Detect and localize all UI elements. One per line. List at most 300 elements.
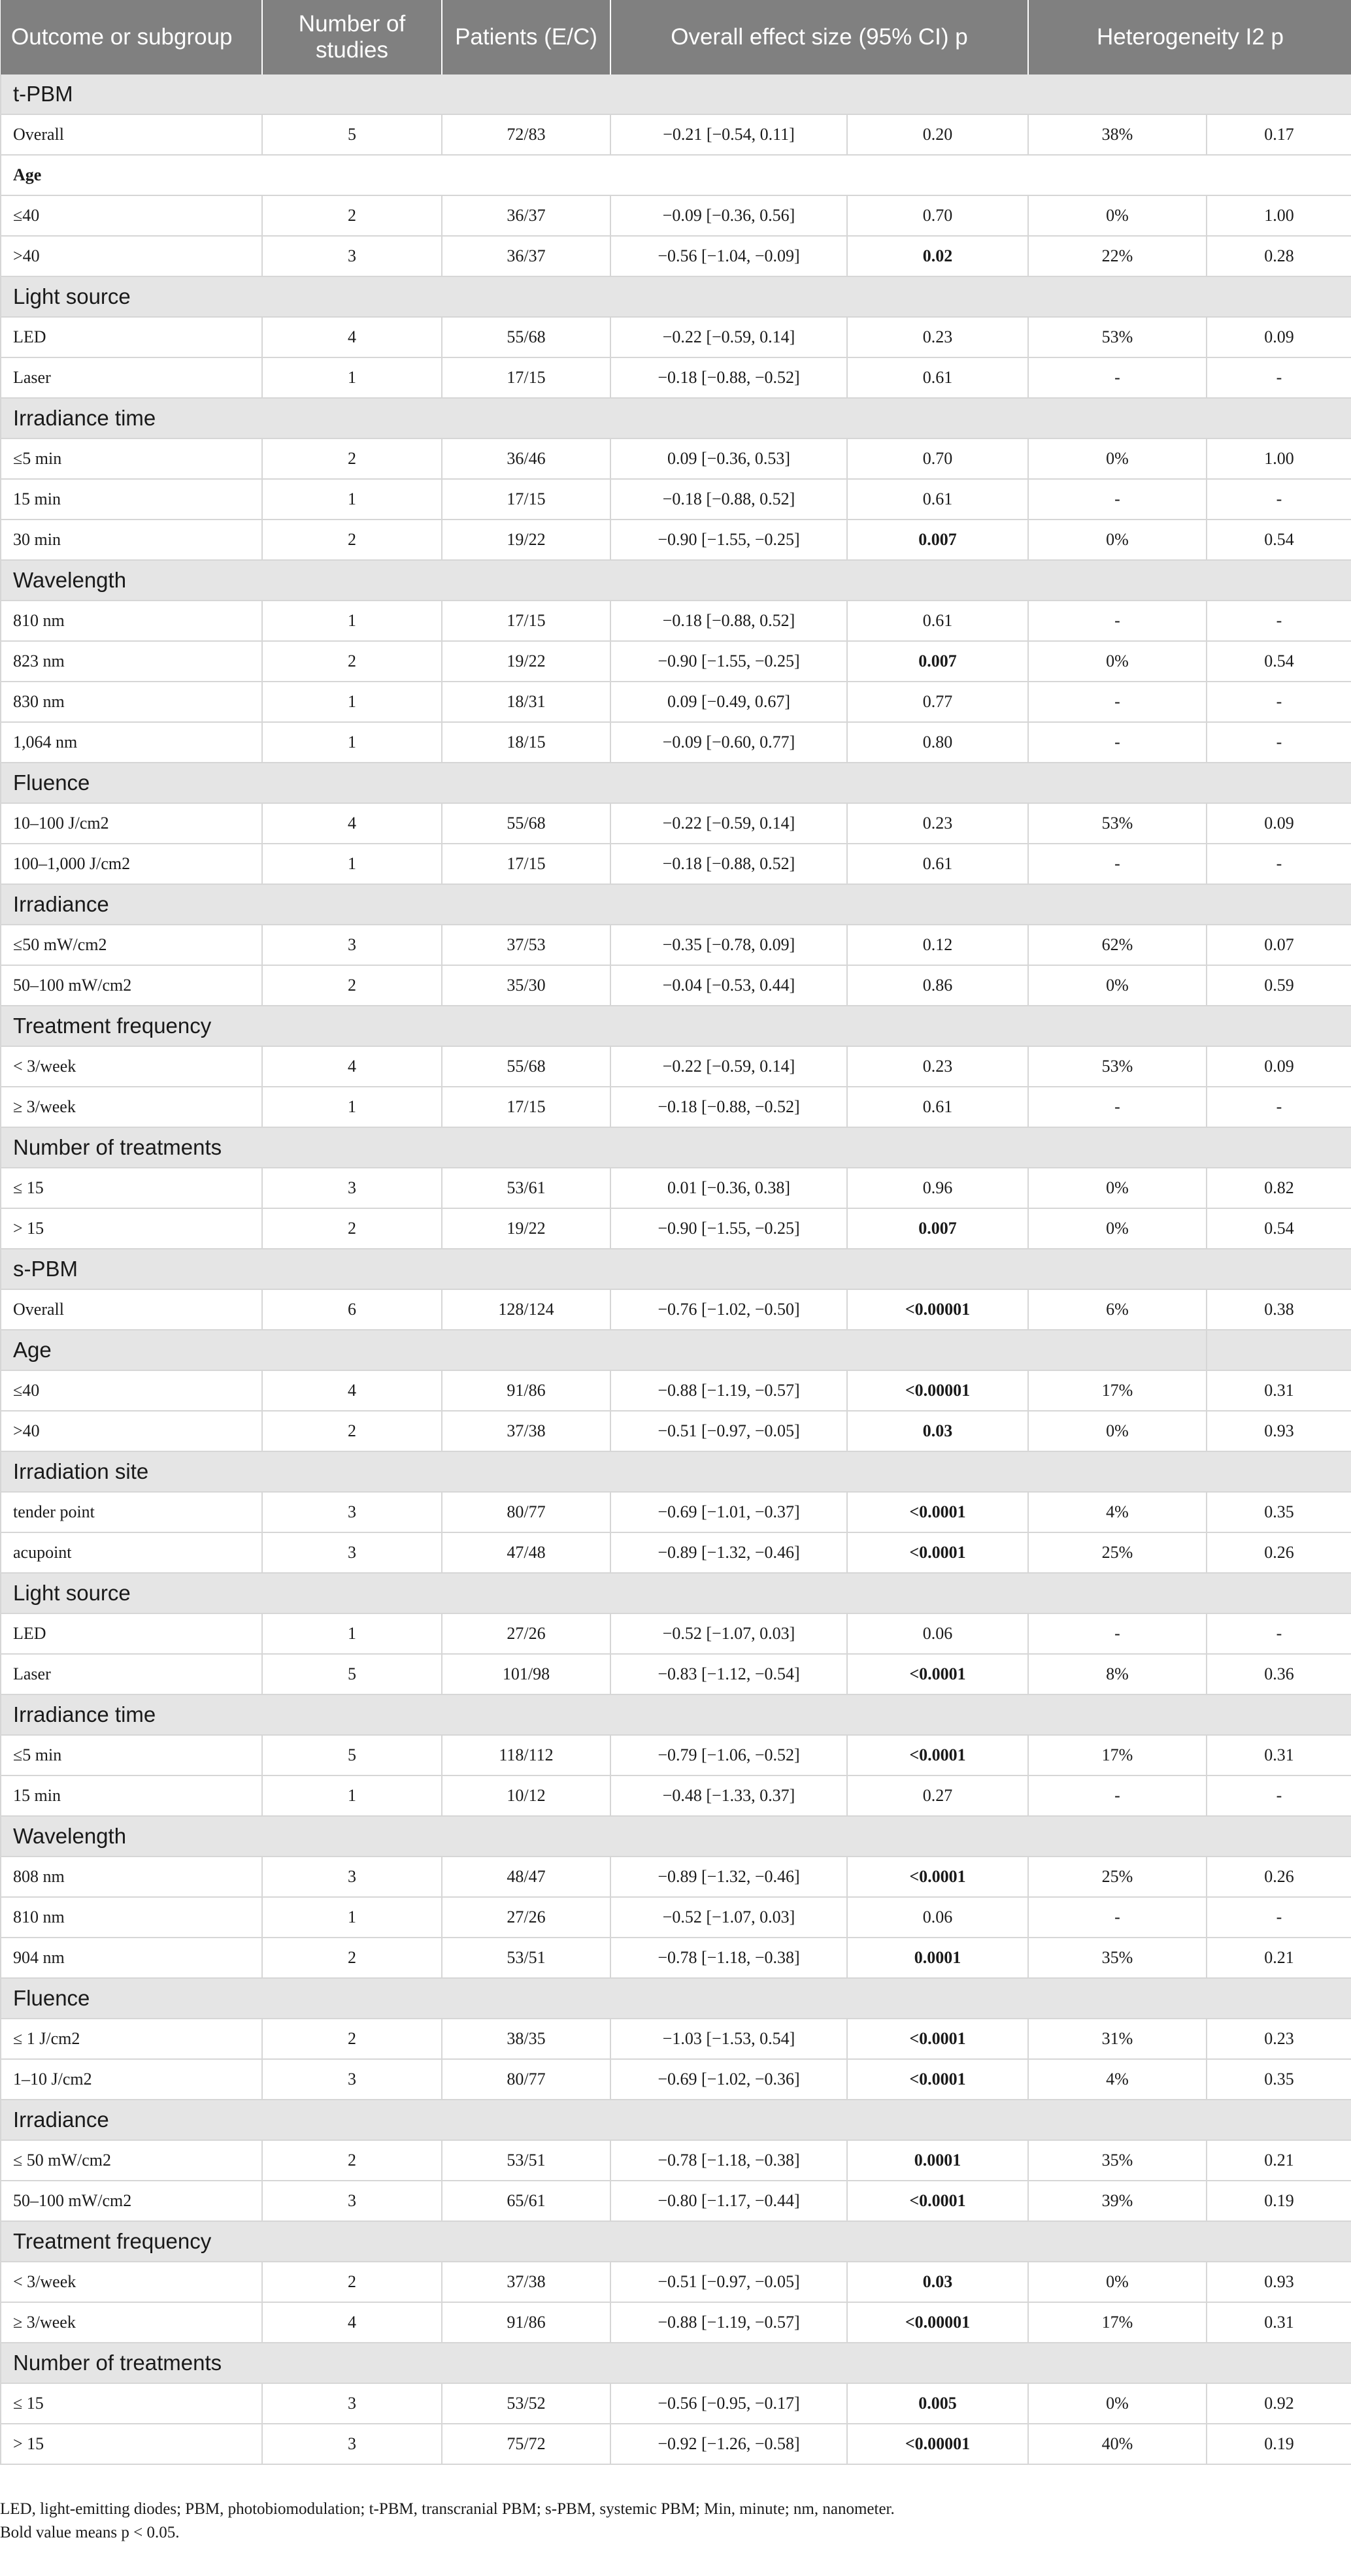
table-row xyxy=(1,2059,1351,2100)
cell-effect-size: −0.18 [−0.88, −0.52] xyxy=(610,357,847,398)
cell-studies: 2 xyxy=(262,641,442,682)
row-label: ≤ 50 mW/cm2 xyxy=(1,2140,262,2181)
table-row xyxy=(1,1492,1351,1532)
cell-p-value: <0.0001 xyxy=(847,1735,1028,1775)
cell-studies: 1 xyxy=(262,479,442,520)
cell-p-value: <0.0001 xyxy=(847,1492,1028,1532)
header-patients: Patients (E/C) xyxy=(442,0,610,74)
cell-studies: 4 xyxy=(262,803,442,844)
cell-i2: 0% xyxy=(1028,2262,1207,2302)
cell-i2: - xyxy=(1028,601,1207,641)
cell-patients: 17/15 xyxy=(442,1087,610,1127)
row-label: Overall xyxy=(1,1289,262,1330)
subgroup-header-row xyxy=(1,155,1351,195)
cell-studies: 3 xyxy=(262,2383,442,2424)
cell-patients: 36/46 xyxy=(442,438,610,479)
cell-heterogeneity-p: 0.92 xyxy=(1207,2383,1351,2424)
cell-effect-size: −0.18 [−0.88, 0.52] xyxy=(610,479,847,520)
cell-heterogeneity-p: 0.09 xyxy=(1207,1046,1351,1087)
row-label: Laser xyxy=(1,1654,262,1694)
table-row xyxy=(1,2424,1351,2464)
cell-i2: 0% xyxy=(1028,1208,1207,1249)
table-row xyxy=(1,682,1351,722)
cell-effect-size: −0.69 [−1.01, −0.37] xyxy=(610,1492,847,1532)
cell-patients: 19/22 xyxy=(442,520,610,560)
table-row xyxy=(1,1654,1351,1694)
row-label: ≤ 1 J/cm2 xyxy=(1,2019,262,2059)
cell-effect-size: −0.90 [−1.55, −0.25] xyxy=(610,1208,847,1249)
cell-effect-size: −0.51 [−0.97, −0.05] xyxy=(610,1411,847,1451)
cell-effect-size: −0.88 [−1.19, −0.57] xyxy=(610,2302,847,2343)
cell-heterogeneity-p: 0.31 xyxy=(1207,1370,1351,1411)
table-row xyxy=(1,722,1351,763)
cell-effect-size: −0.83 [−1.12, −0.54] xyxy=(610,1654,847,1694)
cell-studies: 2 xyxy=(262,520,442,560)
cell-i2: 8% xyxy=(1028,1654,1207,1694)
cell-p-value: 0.005 xyxy=(847,2383,1028,2424)
cell-effect-size: −0.04 [−0.53, 0.44] xyxy=(610,965,847,1006)
table-body xyxy=(1,74,1351,2464)
cell-patients: 65/61 xyxy=(442,2181,610,2221)
footnote-bold-meaning: Bold value means p < 0.05. xyxy=(0,2524,180,2541)
section-label: Light source xyxy=(1,1573,1351,1613)
cell-patients: 18/31 xyxy=(442,682,610,722)
cell-patients: 53/52 xyxy=(442,2383,610,2424)
section-header-row xyxy=(1,276,1351,317)
cell-p-value: 0.23 xyxy=(847,1046,1028,1087)
cell-effect-size: −0.48 [−1.33, 0.37] xyxy=(610,1775,847,1816)
table-row xyxy=(1,438,1351,479)
cell-i2: 40% xyxy=(1028,2424,1207,2464)
table-row xyxy=(1,1532,1351,1573)
table-row xyxy=(1,2383,1351,2424)
cell-heterogeneity-p: 0.17 xyxy=(1207,114,1351,155)
cell-patients: 37/53 xyxy=(442,925,610,965)
cell-studies: 4 xyxy=(262,2302,442,2343)
table-row xyxy=(1,1613,1351,1654)
cell-i2: 62% xyxy=(1028,925,1207,965)
cell-p-value: 0.007 xyxy=(847,641,1028,682)
cell-i2: 0% xyxy=(1028,520,1207,560)
cell-p-value: 0.03 xyxy=(847,2262,1028,2302)
table-row xyxy=(1,1938,1351,1978)
row-label: ≤ 15 xyxy=(1,1168,262,1208)
cell-i2: 6% xyxy=(1028,1289,1207,1330)
row-label: ≤ 15 xyxy=(1,2383,262,2424)
cell-patients: 55/68 xyxy=(442,317,610,357)
section-label: Wavelength xyxy=(1,1816,1351,1857)
cell-heterogeneity-p: 0.21 xyxy=(1207,2140,1351,2181)
cell-p-value: 0.0001 xyxy=(847,2140,1028,2181)
section-header-row xyxy=(1,1451,1351,1492)
section-label: Number of treatments xyxy=(1,1127,1351,1168)
cell-i2: 4% xyxy=(1028,1492,1207,1532)
row-label: 904 nm xyxy=(1,1938,262,1978)
cell-patients: 80/77 xyxy=(442,2059,610,2100)
cell-effect-size: −0.89 [−1.32, −0.46] xyxy=(610,1532,847,1573)
cell-heterogeneity-p: 0.54 xyxy=(1207,641,1351,682)
cell-studies: 2 xyxy=(262,1208,442,1249)
cell-p-value: 0.61 xyxy=(847,479,1028,520)
table-footnotes xyxy=(0,2498,1351,2545)
cell-p-value: <0.0001 xyxy=(847,2019,1028,2059)
cell-effect-size: −0.22 [−0.59, 0.14] xyxy=(610,803,847,844)
cell-studies: 5 xyxy=(262,1654,442,1694)
cell-i2: 0% xyxy=(1028,641,1207,682)
cell-studies: 5 xyxy=(262,1735,442,1775)
cell-p-value: 0.007 xyxy=(847,520,1028,560)
table-row xyxy=(1,2019,1351,2059)
cell-i2: 0% xyxy=(1028,195,1207,236)
row-label: 30 min xyxy=(1,520,262,560)
cell-effect-size: −0.90 [−1.55, −0.25] xyxy=(610,641,847,682)
header-effect-size xyxy=(610,0,1028,74)
table-row xyxy=(1,520,1351,560)
cell-heterogeneity-p: 1.00 xyxy=(1207,195,1351,236)
table-row xyxy=(1,1168,1351,1208)
cell-p-value: <0.0001 xyxy=(847,1532,1028,1573)
cell-p-value: 0.23 xyxy=(847,317,1028,357)
cell-heterogeneity-p: 0.54 xyxy=(1207,1208,1351,1249)
cell-studies: 1 xyxy=(262,1897,442,1938)
section-label: Fluence xyxy=(1,763,1351,803)
section-label: Number of treatments xyxy=(1,2343,1351,2383)
cell-i2: 53% xyxy=(1028,1046,1207,1087)
table-row xyxy=(1,1087,1351,1127)
cell-heterogeneity-p: 0.35 xyxy=(1207,2059,1351,2100)
cell-patients: 27/26 xyxy=(442,1613,610,1654)
cell-i2: 39% xyxy=(1028,2181,1207,2221)
cell-i2: 4% xyxy=(1028,2059,1207,2100)
cell-i2: 17% xyxy=(1028,2302,1207,2343)
table-row xyxy=(1,1370,1351,1411)
cell-p-value: 0.12 xyxy=(847,925,1028,965)
cell-effect-size: −0.56 [−1.04, −0.09] xyxy=(610,236,847,276)
cell-heterogeneity-p: 0.21 xyxy=(1207,1938,1351,1978)
cell-studies: 2 xyxy=(262,1411,442,1451)
cell-patients: 53/51 xyxy=(442,1938,610,1978)
cell-heterogeneity-p: 0.36 xyxy=(1207,1654,1351,1694)
cell-i2: 0% xyxy=(1028,965,1207,1006)
row-label: acupoint xyxy=(1,1532,262,1573)
table-row xyxy=(1,2302,1351,2343)
cell-patients: 18/15 xyxy=(442,722,610,763)
row-label: 15 min xyxy=(1,479,262,520)
cell-heterogeneity-p: - xyxy=(1207,1087,1351,1127)
section-label: Irradiance time xyxy=(1,1694,1351,1735)
cell-patients: 75/72 xyxy=(442,2424,610,2464)
table-header-row xyxy=(1,0,1351,74)
cell-heterogeneity-p: 1.00 xyxy=(1207,438,1351,479)
section-header-row xyxy=(1,1978,1351,2019)
cell-p-value: 0.007 xyxy=(847,1208,1028,1249)
section-filler xyxy=(1207,1330,1351,1370)
cell-i2: 17% xyxy=(1028,1370,1207,1411)
section-header-row xyxy=(1,763,1351,803)
header-studies: Number of studies xyxy=(262,0,442,74)
cell-heterogeneity-p: 0.26 xyxy=(1207,1532,1351,1573)
cell-heterogeneity-p: - xyxy=(1207,357,1351,398)
section-header-row xyxy=(1,1694,1351,1735)
cell-p-value: 0.0001 xyxy=(847,1938,1028,1978)
cell-i2: 31% xyxy=(1028,2019,1207,2059)
cell-studies: 2 xyxy=(262,2019,442,2059)
row-label: ≤5 min xyxy=(1,1735,262,1775)
cell-i2: 0% xyxy=(1028,1411,1207,1451)
section-label: Treatment frequency xyxy=(1,1006,1351,1046)
cell-studies: 1 xyxy=(262,722,442,763)
cell-patients: 53/51 xyxy=(442,2140,610,2181)
cell-i2: 35% xyxy=(1028,2140,1207,2181)
section-label: Light source xyxy=(1,276,1351,317)
cell-effect-size: −0.80 [−1.17, −0.44] xyxy=(610,2181,847,2221)
table-row xyxy=(1,1857,1351,1897)
cell-i2: 17% xyxy=(1028,1735,1207,1775)
cell-studies: 4 xyxy=(262,1046,442,1087)
cell-studies: 1 xyxy=(262,844,442,884)
cell-p-value: 0.70 xyxy=(847,195,1028,236)
table-row xyxy=(1,479,1351,520)
cell-patients: 47/48 xyxy=(442,1532,610,1573)
cell-heterogeneity-p: 0.26 xyxy=(1207,1857,1351,1897)
cell-studies: 3 xyxy=(262,925,442,965)
cell-i2: - xyxy=(1028,357,1207,398)
row-label: ≤40 xyxy=(1,195,262,236)
row-label: >40 xyxy=(1,1411,262,1451)
cell-p-value: 0.61 xyxy=(847,844,1028,884)
cell-i2: 53% xyxy=(1028,803,1207,844)
row-label: >40 xyxy=(1,236,262,276)
cell-i2: - xyxy=(1028,722,1207,763)
row-label: ≥ 3/week xyxy=(1,2302,262,2343)
table-row xyxy=(1,317,1351,357)
cell-p-value: 0.61 xyxy=(847,1087,1028,1127)
cell-i2: - xyxy=(1028,1613,1207,1654)
section-label: Fluence xyxy=(1,1978,1351,2019)
cell-patients: 10/12 xyxy=(442,1775,610,1816)
section-header-row xyxy=(1,1249,1351,1289)
cell-patients: 17/15 xyxy=(442,601,610,641)
cell-heterogeneity-p: - xyxy=(1207,722,1351,763)
section-label: Irradiation site xyxy=(1,1451,1351,1492)
section-header-row xyxy=(1,1127,1351,1168)
cell-p-value: <0.00001 xyxy=(847,1370,1028,1411)
cell-patients: 27/26 xyxy=(442,1897,610,1938)
cell-p-value: 0.20 xyxy=(847,114,1028,155)
section-label: t-PBM xyxy=(1,74,1351,114)
cell-heterogeneity-p: - xyxy=(1207,479,1351,520)
row-label: 15 min xyxy=(1,1775,262,1816)
cell-patients: 35/30 xyxy=(442,965,610,1006)
row-label: LED xyxy=(1,1613,262,1654)
cell-heterogeneity-p: 0.09 xyxy=(1207,803,1351,844)
row-label: 810 nm xyxy=(1,601,262,641)
row-label: Laser xyxy=(1,357,262,398)
cell-heterogeneity-p: 0.59 xyxy=(1207,965,1351,1006)
cell-patients: 38/35 xyxy=(442,2019,610,2059)
cell-effect-size: 0.09 [−0.36, 0.53] xyxy=(610,438,847,479)
row-label: 10–100 J/cm2 xyxy=(1,803,262,844)
cell-i2: - xyxy=(1028,1087,1207,1127)
cell-effect-size: −1.03 [−1.53, 0.54] xyxy=(610,2019,847,2059)
cell-heterogeneity-p: 0.82 xyxy=(1207,1168,1351,1208)
section-label: Irradiance xyxy=(1,2100,1351,2140)
cell-i2: 25% xyxy=(1028,1532,1207,1573)
row-label: < 3/week xyxy=(1,1046,262,1087)
cell-patients: 80/77 xyxy=(442,1492,610,1532)
section-header-row xyxy=(1,1006,1351,1046)
cell-p-value: <0.0001 xyxy=(847,2059,1028,2100)
cell-p-value: 0.96 xyxy=(847,1168,1028,1208)
section-header-row xyxy=(1,1573,1351,1613)
row-label: 810 nm xyxy=(1,1897,262,1938)
cell-effect-size: −0.88 [−1.19, −0.57] xyxy=(610,1370,847,1411)
row-label: > 15 xyxy=(1,1208,262,1249)
cell-p-value: 0.80 xyxy=(847,722,1028,763)
cell-effect-size: −0.22 [−0.59, 0.14] xyxy=(610,1046,847,1087)
cell-effect-size: 0.01 [−0.36, 0.38] xyxy=(610,1168,847,1208)
cell-studies: 3 xyxy=(262,1492,442,1532)
cell-patients: 37/38 xyxy=(442,1411,610,1451)
cell-p-value: 0.27 xyxy=(847,1775,1028,1816)
section-label: s-PBM xyxy=(1,1249,1351,1289)
table-row xyxy=(1,1289,1351,1330)
cell-p-value: 0.61 xyxy=(847,601,1028,641)
table-row xyxy=(1,114,1351,155)
section-label: Treatment frequency xyxy=(1,2221,1351,2262)
row-label: 50–100 mW/cm2 xyxy=(1,2181,262,2221)
cell-studies: 3 xyxy=(262,2181,442,2221)
cell-p-value: 0.86 xyxy=(847,965,1028,1006)
row-label: tender point xyxy=(1,1492,262,1532)
cell-i2: 0% xyxy=(1028,438,1207,479)
cell-patients: 36/37 xyxy=(442,236,610,276)
cell-patients: 128/124 xyxy=(442,1289,610,1330)
cell-studies: 2 xyxy=(262,2262,442,2302)
cell-i2: 53% xyxy=(1028,317,1207,357)
table-row xyxy=(1,803,1351,844)
cell-p-value: 0.06 xyxy=(847,1613,1028,1654)
section-header-row xyxy=(1,884,1351,925)
table-row xyxy=(1,965,1351,1006)
table-row xyxy=(1,641,1351,682)
section-header-row xyxy=(1,1330,1351,1370)
table-row xyxy=(1,925,1351,965)
cell-studies: 4 xyxy=(262,1370,442,1411)
cell-effect-size: −0.22 [−0.59, 0.14] xyxy=(610,317,847,357)
cell-p-value: 0.70 xyxy=(847,438,1028,479)
section-header-row xyxy=(1,2343,1351,2383)
row-label: LED xyxy=(1,317,262,357)
cell-studies: 1 xyxy=(262,1087,442,1127)
section-header-row xyxy=(1,2100,1351,2140)
row-label: 50–100 mW/cm2 xyxy=(1,965,262,1006)
cell-effect-size: −0.21 [−0.54, 0.11] xyxy=(610,114,847,155)
cell-p-value: 0.03 xyxy=(847,1411,1028,1451)
cell-patients: 19/22 xyxy=(442,641,610,682)
cell-heterogeneity-p: 0.28 xyxy=(1207,236,1351,276)
section-label: Wavelength xyxy=(1,560,1351,601)
cell-p-value: <0.00001 xyxy=(847,2424,1028,2464)
cell-heterogeneity-p: 0.09 xyxy=(1207,317,1351,357)
cell-studies: 6 xyxy=(262,1289,442,1330)
row-label: < 3/week xyxy=(1,2262,262,2302)
cell-studies: 2 xyxy=(262,965,442,1006)
header-heterogeneity xyxy=(1028,0,1351,74)
header-heterogeneity-label: Heterogeneity I2 p xyxy=(1097,24,1284,50)
cell-effect-size: −0.09 [−0.36, 0.56] xyxy=(610,195,847,236)
cell-patients: 118/112 xyxy=(442,1735,610,1775)
cell-studies: 1 xyxy=(262,357,442,398)
cell-heterogeneity-p: 0.31 xyxy=(1207,1735,1351,1775)
table-row xyxy=(1,1735,1351,1775)
cell-studies: 3 xyxy=(262,236,442,276)
cell-i2: 0% xyxy=(1028,2383,1207,2424)
cell-heterogeneity-p: - xyxy=(1207,682,1351,722)
cell-effect-size: 0.09 [−0.49, 0.67] xyxy=(610,682,847,722)
cell-p-value: <0.00001 xyxy=(847,2302,1028,2343)
cell-effect-size: −0.56 [−0.95, −0.17] xyxy=(610,2383,847,2424)
header-effect-size-label: Overall effect size (95% CI) p xyxy=(671,24,968,50)
cell-i2: 38% xyxy=(1028,114,1207,155)
section-label: Age xyxy=(1,1330,1207,1370)
cell-effect-size: −0.78 [−1.18, −0.38] xyxy=(610,1938,847,1978)
cell-effect-size: −0.18 [−0.88, −0.52] xyxy=(610,1087,847,1127)
cell-p-value: 0.02 xyxy=(847,236,1028,276)
section-header-row xyxy=(1,560,1351,601)
row-label: ≤50 mW/cm2 xyxy=(1,925,262,965)
section-label: Irradiance xyxy=(1,884,1351,925)
row-label: 100–1,000 J/cm2 xyxy=(1,844,262,884)
cell-patients: 55/68 xyxy=(442,803,610,844)
cell-patients: 53/61 xyxy=(442,1168,610,1208)
table-row xyxy=(1,1411,1351,1451)
table-row xyxy=(1,357,1351,398)
cell-patients: 55/68 xyxy=(442,1046,610,1087)
cell-p-value: 0.77 xyxy=(847,682,1028,722)
table-row xyxy=(1,236,1351,276)
cell-effect-size: −0.52 [−1.07, 0.03] xyxy=(610,1613,847,1654)
cell-i2: - xyxy=(1028,479,1207,520)
cell-patients: 91/86 xyxy=(442,2302,610,2343)
cell-heterogeneity-p: 0.07 xyxy=(1207,925,1351,965)
table-row xyxy=(1,2181,1351,2221)
cell-effect-size: −0.52 [−1.07, 0.03] xyxy=(610,1897,847,1938)
table-row xyxy=(1,844,1351,884)
cell-effect-size: −0.18 [−0.88, 0.52] xyxy=(610,601,847,641)
cell-studies: 4 xyxy=(262,317,442,357)
section-header-row xyxy=(1,74,1351,114)
table-row xyxy=(1,2262,1351,2302)
header-outcome: Outcome or subgroup xyxy=(1,0,262,74)
cell-p-value: <0.00001 xyxy=(847,1289,1028,1330)
row-label: 1–10 J/cm2 xyxy=(1,2059,262,2100)
cell-heterogeneity-p: 0.93 xyxy=(1207,2262,1351,2302)
cell-effect-size: −0.51 [−0.97, −0.05] xyxy=(610,2262,847,2302)
cell-effect-size: −0.76 [−1.02, −0.50] xyxy=(610,1289,847,1330)
cell-effect-size: −0.79 [−1.06, −0.52] xyxy=(610,1735,847,1775)
cell-p-value: <0.0001 xyxy=(847,1654,1028,1694)
section-header-row xyxy=(1,1816,1351,1857)
cell-effect-size: −0.18 [−0.88, 0.52] xyxy=(610,844,847,884)
row-label: 1,064 nm xyxy=(1,722,262,763)
cell-patients: 19/22 xyxy=(442,1208,610,1249)
cell-studies: 3 xyxy=(262,2424,442,2464)
row-label: ≥ 3/week xyxy=(1,1087,262,1127)
table-row xyxy=(1,195,1351,236)
table-row xyxy=(1,1208,1351,1249)
cell-studies: 3 xyxy=(262,1857,442,1897)
